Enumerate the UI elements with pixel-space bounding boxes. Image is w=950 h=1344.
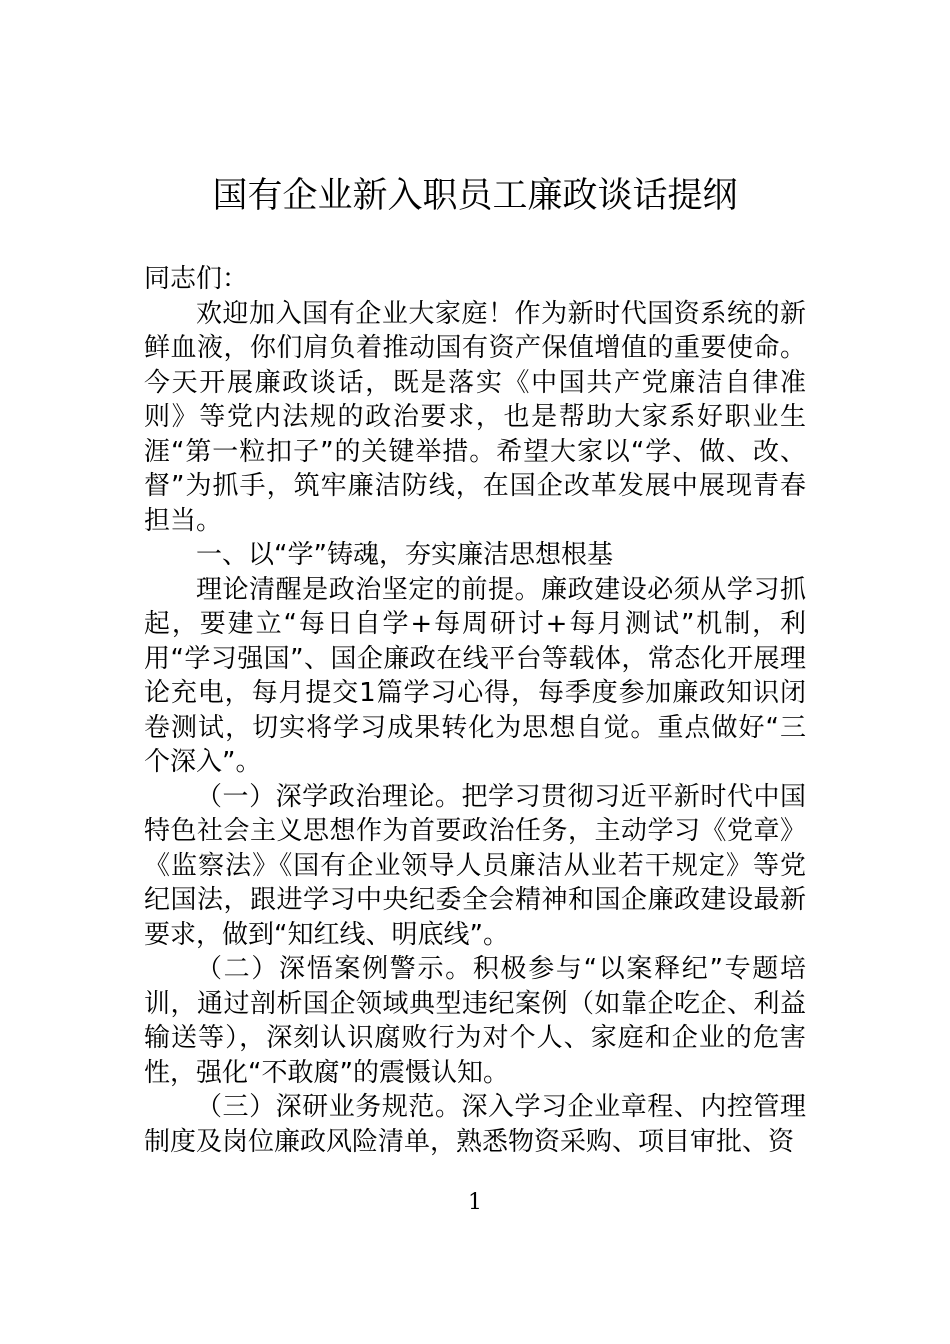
page-number: 1: [468, 1190, 482, 1215]
subsection-paragraph-3: （三）深研业务规范。深入学习企业章程、内控管理制度及岗位廉政风险清单，熟悉物资采购、项目审批、资: [144, 1092, 806, 1157]
document-body: [144, 262, 806, 1159]
subsection-paragraph-1: （一）深学政治理论。把学习贯彻习近平新时代中国特色社会主义思想作为首要政治任务，主动学习《党章》《监察法》《国有企业领导人员廉洁从业若干规定》等党纪国法，跟进学习中央纪委全会精神和国企廉政建设最新要求，做到“知红线、明底线”。: [144, 781, 806, 950]
body-paragraph: 理论清醒是政治坚定的前提。廉政建设必须从学习抓起，要建立“每日自学+每周研讨+每月测试”机制，利用“学习强国”、国企廉政在线平台等载体，常态化开展理论充电，每月提交1篇学习心得，每季度参加廉政知识闭卷测试，切实将学习成果转化为思想自觉。重点做好“三个深入”。: [144, 574, 806, 777]
intro-paragraph: 欢迎加入国有企业大家庭！作为新时代国资系统的新鲜血液，你们肩负着推动国有资产保值增值的重要使命。今天开展廉政谈话，既是落实《中国共产党廉洁自律准则》等党内法规的政治要求，也是帮助大家系好职业生涯“第一粒扣子”的关键举措。希望大家以“学、做、改、督”为抓手，筑牢廉洁防线，在国企改革发展中展现青春担当。: [144, 298, 806, 536]
document-title: 国有企业新入职员工廉政谈话提纲: [212, 176, 738, 216]
salutation: 同志们：: [144, 264, 249, 294]
section-heading-1: 一、以“学”铸魂，夯实廉洁思想根基: [196, 540, 613, 570]
subsection-paragraph-2: （二）深悟案例警示。积极参与“以案释纪”专题培训，通过剖析国企领域典型违纪案例（如靠企吃企、利益输送等），深刻认识腐败行为对个人、家庭和企业的危害性，强化“不敢腐”的震慑认知。: [144, 954, 806, 1088]
